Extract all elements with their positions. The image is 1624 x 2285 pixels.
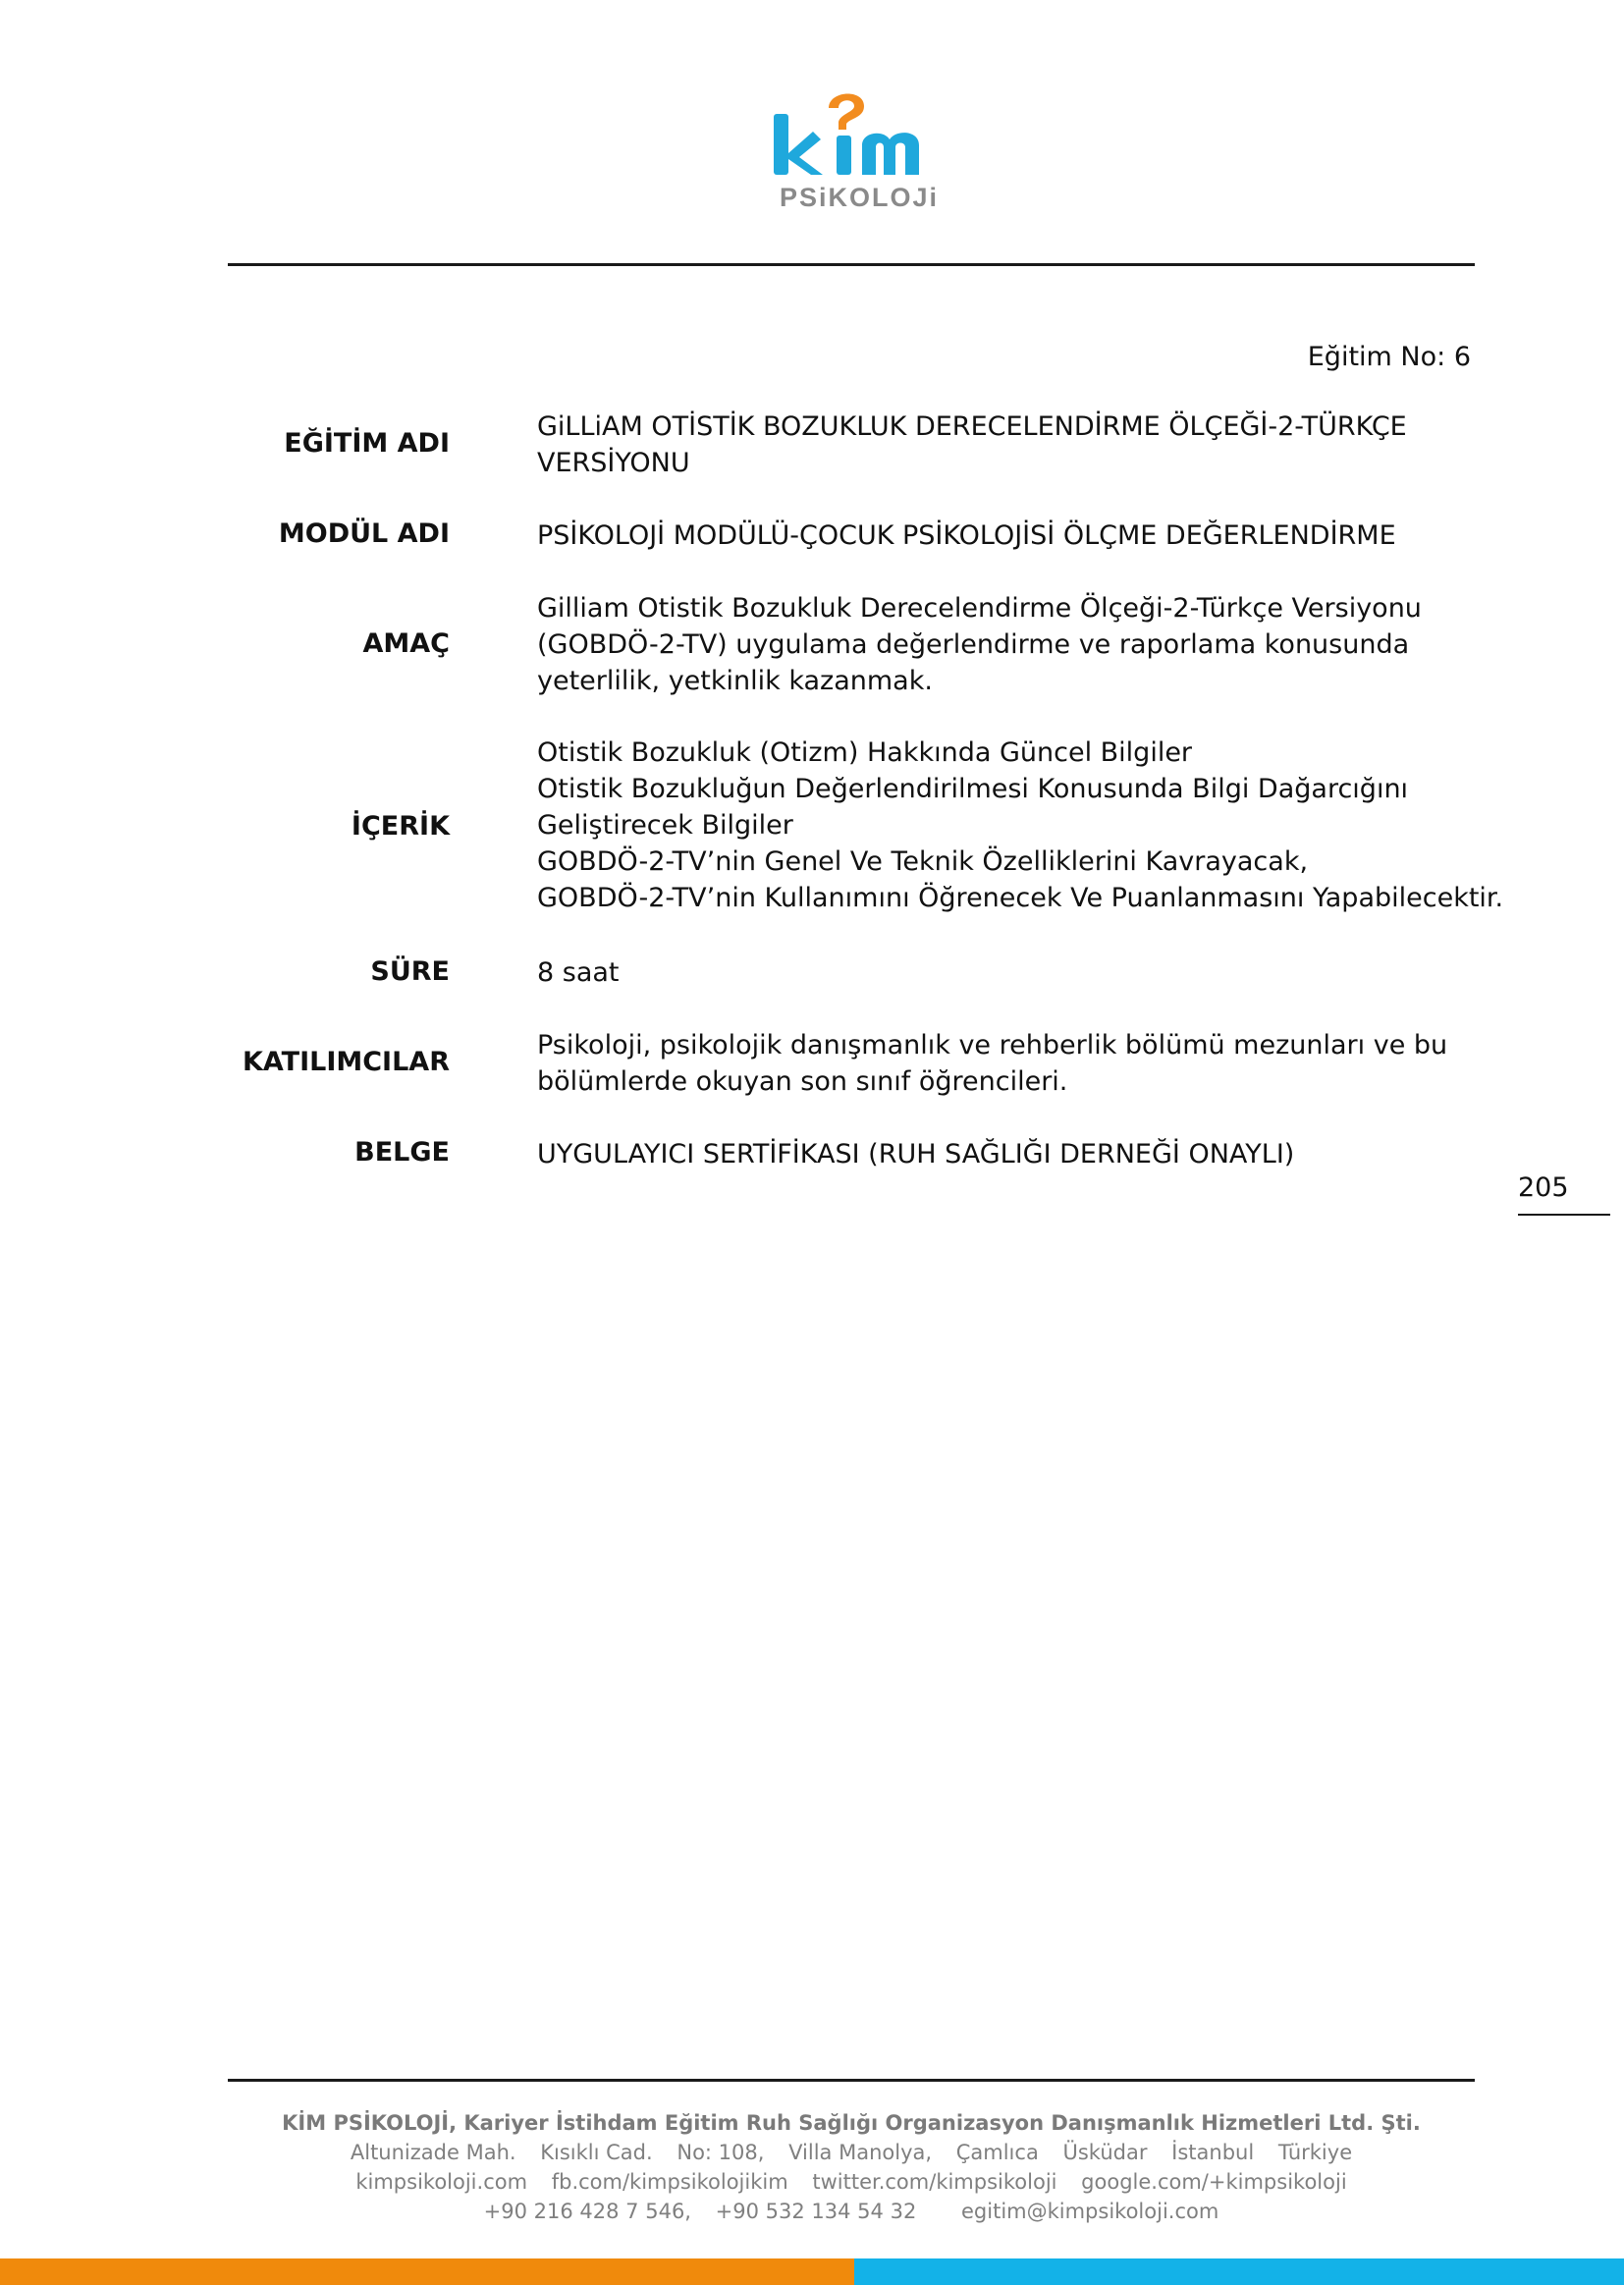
phone-number: +90 216 428 7 546,	[483, 2200, 691, 2223]
header-rule	[228, 263, 1475, 266]
value-line: GOBDÖ-2-TV’nin Kullanımını Öğrenecek Ve Puanlanmasını Yapabilecektir.	[537, 883, 1504, 913]
value-line: GOBDÖ-2-TV’nin Genel Ve Teknik Özelliklerini Kavrayacak,	[537, 846, 1309, 877]
value-line: Geliştirecek Bilgiler	[537, 810, 793, 841]
address-part: Çamlıca	[955, 2141, 1039, 2164]
address-part: İstanbul	[1171, 2141, 1255, 2164]
field-value-certificate	[537, 1136, 1460, 1172]
value-line: Otistik Bozukluk (Otizm) Hakkında Güncel Bilgiler	[537, 737, 1193, 768]
website-link[interactable]: kimpsikoloji.com	[355, 2170, 528, 2194]
footer-contact	[228, 2197, 1475, 2226]
page-number: 205	[1518, 1172, 1569, 1203]
address-part: Altunizade Mah.	[350, 2141, 516, 2164]
bottom-bar-orange	[0, 2258, 854, 2285]
google-plus-link[interactable]: google.com/+kimpsikoloji	[1081, 2170, 1347, 2194]
value-line: UYGULAYICI SERTİFİKASI (RUH SAĞLIĞI DERNEĞİ ONAYLI)	[537, 1139, 1295, 1170]
field-label-participants: KATILIMCILAR	[242, 1047, 450, 1077]
facebook-link[interactable]: fb.com/kimpsikolojikim	[551, 2170, 788, 2194]
twitter-link[interactable]: twitter.com/kimpsikoloji	[812, 2170, 1057, 2194]
field-label-purpose: AMAÇ	[362, 628, 450, 659]
field-value-duration	[537, 954, 1460, 991]
mobile-number: +90 532 134 54 32	[715, 2200, 917, 2223]
value-line: PSİKOLOJİ MODÜLÜ-ÇOCUK PSİKOLOJİSİ ÖLÇME DEĞERLENDİRME	[537, 520, 1396, 551]
logo-subtitle: PSiKOLOJi	[780, 183, 940, 212]
address-part: Villa Manolya,	[788, 2141, 933, 2164]
field-value-training-name	[537, 408, 1460, 481]
email-link[interactable]: egitim@kimpsikoloji.com	[961, 2200, 1219, 2223]
field-value-participants	[537, 1027, 1460, 1100]
field-label-training-name: EĞİTİM ADI	[284, 428, 450, 459]
footer	[228, 2108, 1475, 2226]
address-part: No: 108,	[677, 2141, 765, 2164]
field-value-purpose	[537, 590, 1460, 699]
value-line: yeterlilik, yetkinlik kazanmak.	[537, 666, 933, 696]
value-line: Gilliam Otistik Bozukluk Derecelendirme Ölçeği-2-Türkçe Versiyonu	[537, 593, 1422, 624]
field-label-content: İÇERİK	[351, 811, 450, 842]
value-line: 8 saat	[537, 957, 620, 988]
value-line: GiLLiAM OTİSTİK BOZUKLUK DERECELENDİRME ÖLÇEĞİ-2-TÜRKÇE	[537, 411, 1407, 442]
field-label-duration: SÜRE	[370, 956, 450, 987]
value-line: Psikoloji, psikolojik danışmanlık ve rehberlik bölümü mezunları ve bu	[537, 1030, 1448, 1061]
address-part: Türkiye	[1277, 2141, 1353, 2164]
footer-web-links	[228, 2167, 1475, 2197]
address-part: Üsküdar	[1062, 2141, 1148, 2164]
document-number: Eğitim No: 6	[1307, 342, 1471, 372]
value-line: bölümlerde okuyan son sınıf öğrencileri.	[537, 1066, 1068, 1097]
value-line: (GOBDÖ-2-TV) uygulama değerlendirme ve raporlama konusunda	[537, 629, 1410, 660]
field-value-content	[537, 734, 1504, 916]
logo	[756, 84, 943, 222]
value-line: VERSİYONU	[537, 448, 690, 478]
field-label-module-name: MODÜL ADI	[278, 518, 450, 549]
bottom-bar-blue	[854, 2258, 1624, 2285]
footer-address	[228, 2138, 1475, 2167]
address-part: Kısıklı Cad.	[540, 2141, 653, 2164]
value-line: Otistik Bozukluğun Değerlendirilmesi Konusunda Bilgi Dağarcığını	[537, 774, 1409, 804]
field-value-module-name	[537, 517, 1460, 554]
company-name: KİM PSİKOLOJİ	[282, 2111, 450, 2135]
field-label-certificate: BELGE	[354, 1137, 450, 1168]
footer-rule	[228, 2079, 1475, 2082]
footer-company	[228, 2108, 1475, 2138]
page-number-rule	[1518, 1214, 1610, 1216]
company-description: , Kariyer İstihdam Eğitim Ruh Sağlığı Organizasyon Danışmanlık Hizmetleri Ltd. Şti.	[449, 2111, 1421, 2135]
